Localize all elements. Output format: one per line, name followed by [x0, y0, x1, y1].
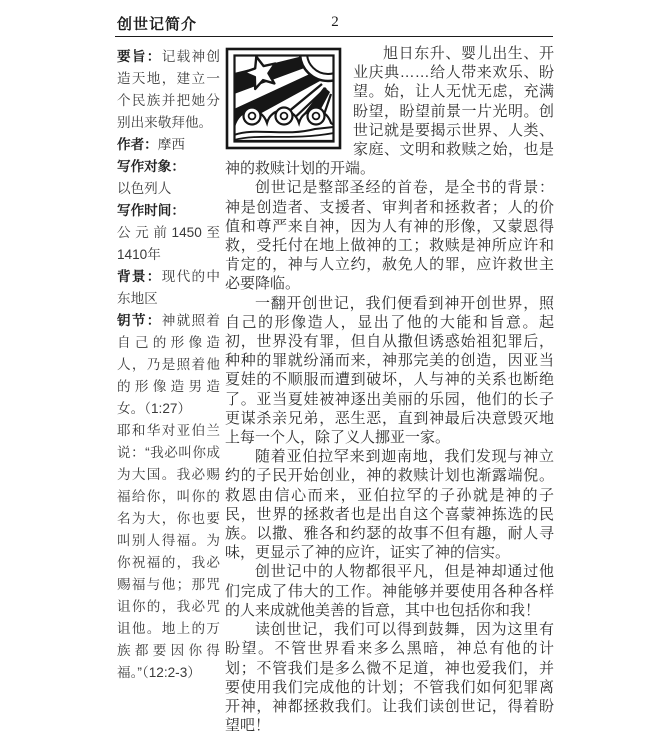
paragraph-intro: 旭日东升、婴儿出生、开业庆典……给人带来欢乐、盼望。始，让人无忧无虑，充满盼望，盼望前景一片光明。创世记就是要揭示世界、人类、家庭、文明和救赎之始，也是神的救赎计划的开端。: [225, 45, 554, 178]
sidebar-text-audience: 以色列人: [117, 181, 172, 196]
paragraph-creation-fall: 一翻开创世记，我们便看到神开创世界，照自己的形像造人，显出了他的大能和旨意。起初，世界没有罪，但自从撒但诱惑始祖犯罪后，种种的罪就纷涌而来，神那完美的创造，因亚当夏娃的不顺服而遭到破坏，人与神的关系也断绝了。亚当夏娃被神逐出美丽的乐园，他们的长子更谋杀亲兄弟，恶生恶，直到神最后决意毁灭地上每一个人，除了义人挪亚一家。: [225, 294, 554, 447]
sidebar-item-setting: [117, 266, 220, 310]
sidebar-item-author: [117, 134, 220, 156]
paragraph-encouragement: 读创世记，我们可以得到鼓舞，因为这里有盼望。不管世界看来多么黑暗，神总有他的计划；不管我们是多么微不足道，神也爱我们，并要使用我们完成他的计划；不管我们如何犯罪离开神，神都拯救我们。让我们读创世记，得着盼望吧！: [225, 621, 554, 735]
sidebar-item-summary: [117, 46, 220, 134]
sidebar-label-author: 作者：: [117, 137, 158, 152]
sidebar-text-date: 公元前1450至1410年: [117, 225, 220, 262]
sunrise-illustration-svg: [225, 47, 343, 151]
sidebar: [117, 46, 220, 684]
sidebar-label-setting: 背景：: [117, 269, 162, 284]
sidebar-text-keyverse-2: 耶和华对亚伯兰说：“我必叫你成为大国。我必赐福给你，叫你的名为大，你也要叫别人得福。为你祝福的，我必赐福与他；那咒诅你的，我必咒诅他。地上的万族都要因你得福。”（12:2-3）: [117, 423, 220, 680]
page-number: 2: [331, 14, 339, 30]
sidebar-label-keyverse: 钥节：: [117, 313, 162, 328]
sidebar-text-keyverse-1: 神就照着自己的形像造人，乃是照着他的形像造男造女。（1:27）: [117, 313, 220, 416]
page-header: [117, 13, 553, 35]
sidebar-item-audience: [117, 156, 220, 200]
sidebar-label-audience: 写作对象：: [117, 159, 185, 174]
header-rule: [115, 36, 553, 37]
sidebar-item-date: [117, 200, 220, 266]
paragraph-abraham: 随着亚伯拉罕来到迦南地，我们发现与神立约的子民开始创业，神的救赎计划也渐露端倪。救恩由信心而来，亚伯拉罕的子孙就是神的子民，世界的拯救者也是出自这个喜蒙神拣选的民族。以撒、雅各和约瑟的故事不但有趣，耐人寻味，更显示了神的应许，证实了神的信实。: [225, 448, 554, 562]
sidebar-item-keyverse: [117, 310, 220, 684]
sidebar-text-setting: 现代的中东地区: [117, 269, 220, 306]
sunrise-star-waves-illustration: [225, 47, 343, 153]
paragraph-background: 创世记是整部圣经的首卷，是全书的背景：神是创造者、支援者、审判者和拯救者；人的价值和尊严来自神，因为人有神的形像，又蒙恩得救，受托付在地上做神的工；救赎是神所应许和肯定的，神与人立约，赦免人的罪，应许救世主必要降临。: [225, 179, 554, 293]
main-text-column: [225, 44, 554, 735]
sidebar-text-author: 摩西: [157, 137, 185, 152]
sidebar-label-date: 写作时间：: [117, 203, 185, 218]
page-title: 创世记简介: [117, 16, 198, 33]
paragraph-ordinary-people: 创世记中的人物都很平凡，但是神却通过他们完成了伟大的工作。神能够并要使用各种各样的人来成就他美善的旨意，其中也包括你和我！: [225, 563, 554, 619]
sidebar-label-summary: 要旨：: [117, 49, 162, 64]
sidebar-text-summary: 记载神创造天地，建立一个民族并把她分别出来敬拜他。: [117, 49, 220, 130]
